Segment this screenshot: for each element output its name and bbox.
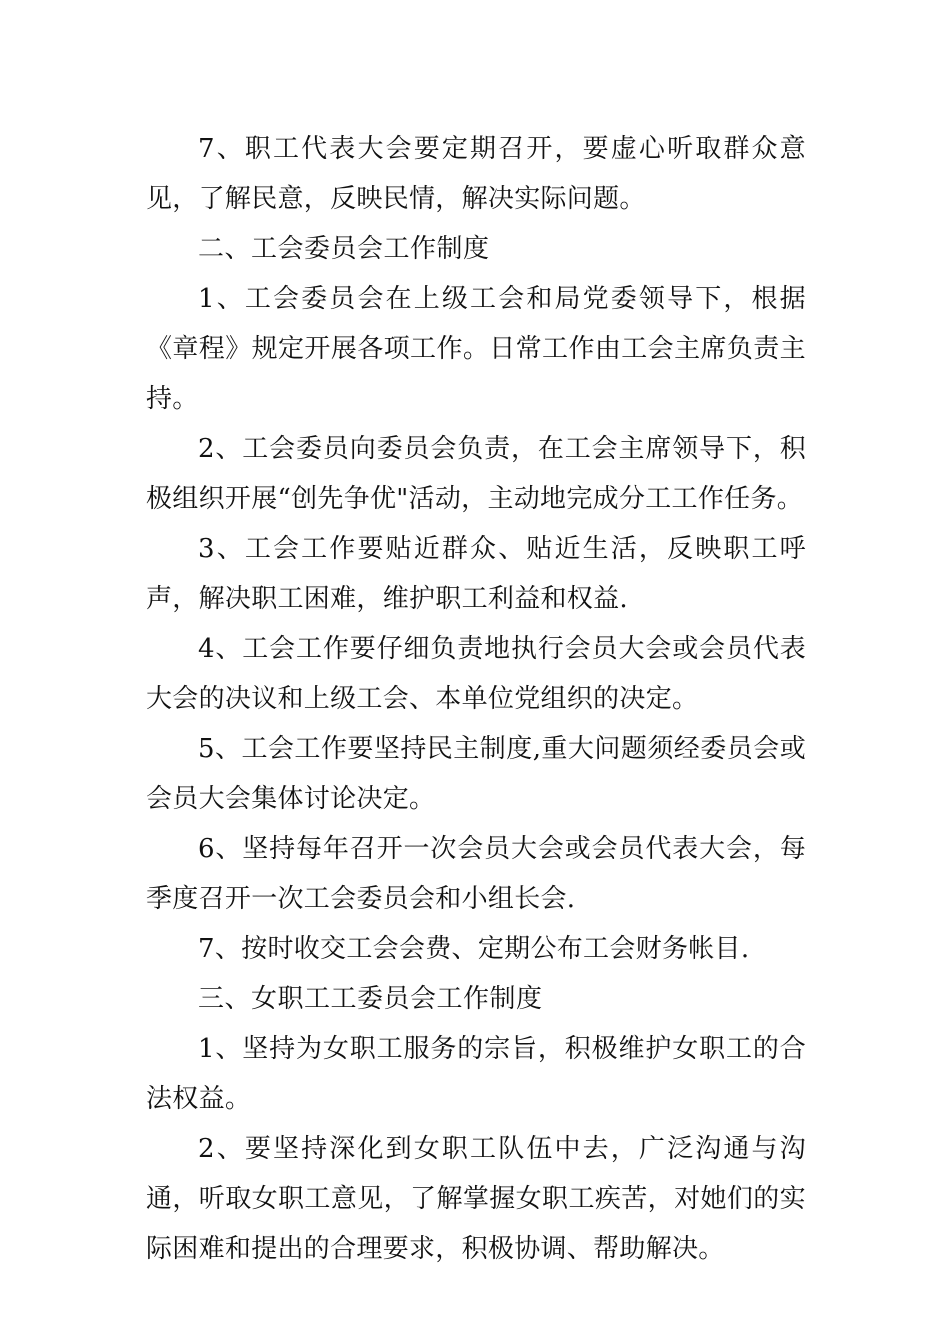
paragraph-union-6: 6、坚持每年召开一次会员大会或会员代表大会，每季度召开一次工会委员会和小组长会. [146,834,806,914]
document-body [146,124,806,1274]
paragraph-women-1: 1、坚持为女职工服务的宗旨，积极维护女职工的合法权益。 [146,1034,806,1114]
section-heading-union-committee: 二、工会委员会工作制度 [198,234,490,264]
section-heading-women-committee: 三、女职工工委员会工作制度 [198,984,543,1014]
paragraph-union-5: 5、工会工作要坚持民主制度,重大问题须经委员会或会员大会集体讨论决定。 [146,734,806,814]
paragraph-union-7: 7、按时收交工会会费、定期公布工会财务帐目. [198,934,750,964]
paragraph-women-2: 2、要坚持深化到女职工队伍中去，广泛沟通与沟通，听取女职工意见，了解掌握女职工疾苦，对她们的实际困难和提出的合理要求，积极协调、帮助解决。 [146,1134,806,1264]
paragraph-union-4: 4、工会工作要仔细负责地执行会员大会或会员代表大会的决议和上级工会、本单位党组织的决定。 [146,634,806,714]
paragraph-union-1: 1、工会委员会在上级工会和局党委领导下，根据《章程》规定开展各项工作。日常工作由工会主席负责主持。 [146,284,806,414]
paragraph-union-2: 2、工会委员向委员会负责，在工会主席领导下，积极组织开展“创先争优"活动，主动地完成分工工作任务。 [146,434,806,514]
paragraph-workers-congress-7: 7、职工代表大会要定期召开，要虚心听取群众意见，了解民意，反映民情，解决实际问题。 [146,134,806,214]
paragraph-union-3: 3、工会工作要贴近群众、贴近生活，反映职工呼声，解决职工困难，维护职工利益和权益. [146,534,806,614]
